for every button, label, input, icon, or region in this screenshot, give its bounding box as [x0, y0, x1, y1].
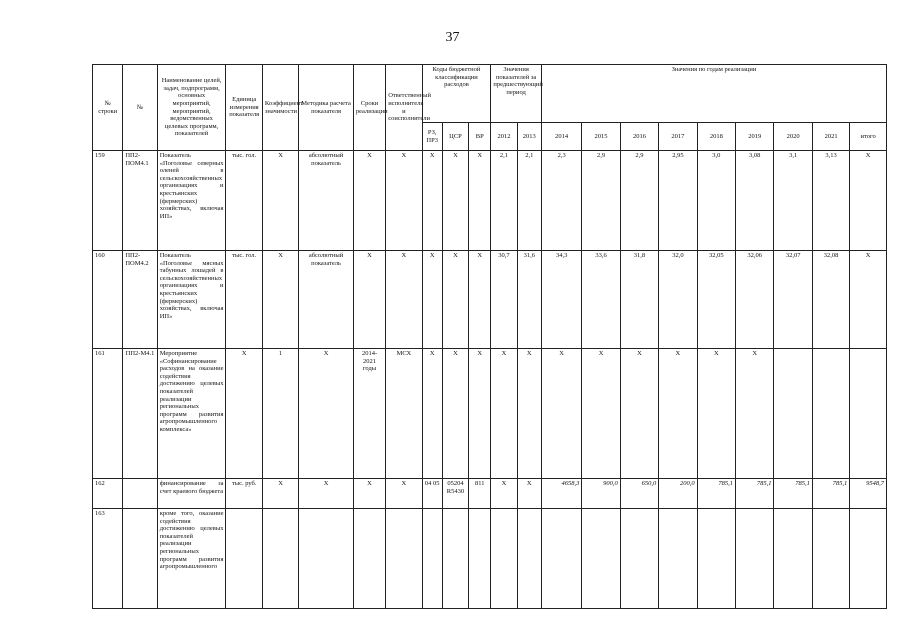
row-code: ПП2-ПОМ4.1 [123, 151, 157, 251]
row-terms [353, 509, 385, 609]
header-prev-values: Значения показателей за предшествующий период [491, 65, 542, 123]
row-csr: Х [442, 349, 468, 479]
row-vr [469, 509, 491, 609]
value-2021 [812, 509, 849, 609]
value-2014: 4658,3 [541, 479, 581, 509]
value-2015: 2,9 [582, 151, 620, 251]
row-coef: Х [262, 479, 298, 509]
value-2013: Х [517, 479, 541, 509]
value-2012 [491, 509, 517, 609]
row-name: кроме того, оказание содействия достижению целевых показателей реализации региональных программ развития агропромышленного [157, 509, 226, 609]
table-row [93, 151, 887, 251]
row-name: финансирование за счет краевого бюджета [157, 479, 226, 509]
row-vr: Х [469, 151, 491, 251]
header-csr: ЦСР [442, 123, 468, 151]
value-2015: 33,6 [582, 251, 620, 349]
row-unit: тыс. гол. [226, 151, 262, 251]
value-2017: Х [659, 349, 697, 479]
header-vr: ВР [469, 123, 491, 151]
value-2012: 2,1 [491, 151, 517, 251]
header-name: Наименование целей, задач, подпрограмм, основных мероприятий, мероприятий, ведомственных целевых программ, показателей [157, 65, 226, 151]
row-responsible: Х [386, 151, 422, 251]
header-year-2012: 2012 [491, 123, 517, 151]
value-2020: 3,1 [774, 151, 812, 251]
value-2021: 3,13 [812, 151, 849, 251]
row-number: 160 [93, 251, 123, 349]
value-2012: 30,7 [491, 251, 517, 349]
header-responsible: Ответственный исполнитель и соисполнители [386, 65, 422, 151]
value-2016 [620, 509, 658, 609]
table-row [93, 509, 887, 609]
value-2017: 200,0 [659, 479, 697, 509]
value-total: 9548,7 [850, 479, 887, 509]
value-2016: 2,9 [620, 151, 658, 251]
row-vr: Х [469, 251, 491, 349]
row-code: ПП2-М4.1 [123, 349, 157, 479]
row-unit [226, 509, 262, 609]
header-year-2016: 2016 [620, 123, 658, 151]
value-2014: 34,3 [541, 251, 581, 349]
row-coef: Х [262, 251, 298, 349]
value-2021: 785,1 [812, 479, 849, 509]
indicators-table [92, 64, 887, 609]
header-year-2019: 2019 [736, 123, 774, 151]
header-terms: Сроки реализации [353, 65, 385, 151]
value-2019 [736, 509, 774, 609]
value-2020 [774, 349, 812, 479]
value-2020: 785,1 [774, 479, 812, 509]
row-terms: 2014-2021 годы [353, 349, 385, 479]
row-csr: Х [442, 251, 468, 349]
header-year-2021: 2021 [812, 123, 849, 151]
row-terms: Х [353, 479, 385, 509]
value-2016: Х [620, 349, 658, 479]
header-year-2015: 2015 [582, 123, 620, 151]
value-2021: 32,08 [812, 251, 849, 349]
value-2017: 32,0 [659, 251, 697, 349]
header-year-values: Значения по годам реализации [541, 65, 886, 123]
value-2016: 650,0 [620, 479, 658, 509]
value-total [850, 509, 887, 609]
value-2018: Х [697, 349, 735, 479]
row-coef [262, 509, 298, 609]
value-2020 [774, 509, 812, 609]
header-row-no: № строки [93, 65, 123, 151]
value-2018: 32,05 [697, 251, 735, 349]
header-num: № [123, 65, 157, 151]
value-2014: Х [541, 349, 581, 479]
table-row [93, 479, 887, 509]
value-2013 [517, 509, 541, 609]
row-vr: 811 [469, 479, 491, 509]
row-number: 163 [93, 509, 123, 609]
row-rz: Х [422, 151, 442, 251]
value-total: Х [850, 151, 887, 251]
row-number: 162 [93, 479, 123, 509]
row-responsible [386, 509, 422, 609]
row-csr: Х [442, 151, 468, 251]
header-total: итого [850, 123, 887, 151]
row-rz: Х [422, 251, 442, 349]
table-row [93, 349, 887, 479]
value-2017 [659, 509, 697, 609]
value-total [850, 349, 887, 479]
header-method: Методика расчета показателя [299, 65, 354, 151]
row-rz: 04 05 [422, 479, 442, 509]
row-responsible: Х [386, 251, 422, 349]
value-2015: 900,0 [582, 479, 620, 509]
value-2021 [812, 349, 849, 479]
header-unit: Единица измерения показателя [226, 65, 262, 151]
header-rz: РЗ, ПР3 [422, 123, 442, 151]
header-year-2020: 2020 [774, 123, 812, 151]
row-code: ПП2-ПОМ4.2 [123, 251, 157, 349]
row-rz: Х [422, 349, 442, 479]
header-year-2014: 2014 [541, 123, 581, 151]
row-code [123, 479, 157, 509]
value-2013: 31,6 [517, 251, 541, 349]
row-unit: Х [226, 349, 262, 479]
value-2017: 2,95 [659, 151, 697, 251]
row-unit: тыс. гол. [226, 251, 262, 349]
value-2019: Х [736, 349, 774, 479]
value-2018 [697, 509, 735, 609]
row-method: абсолютный показатель [299, 251, 354, 349]
value-2016: 31,8 [620, 251, 658, 349]
row-unit: тыс. руб. [226, 479, 262, 509]
value-2019: 3,08 [736, 151, 774, 251]
value-2018: 3,0 [697, 151, 735, 251]
header-year-2017: 2017 [659, 123, 697, 151]
row-code [123, 509, 157, 609]
header-year-2013: 2013 [517, 123, 541, 151]
header-coef: Коэффициент значимости [262, 65, 298, 151]
row-name: Показатель «Поголовье северных оленей в сельскохозяйственных организациях и крестьянских (фермерских) хозяйствах, включая ИП» [157, 151, 226, 251]
row-terms: Х [353, 251, 385, 349]
value-2015 [582, 509, 620, 609]
row-number: 161 [93, 349, 123, 479]
table-row [93, 251, 887, 349]
row-terms: Х [353, 151, 385, 251]
row-responsible: Х [386, 479, 422, 509]
row-coef: Х [262, 151, 298, 251]
value-2013: Х [517, 349, 541, 479]
row-responsible: МСХ [386, 349, 422, 479]
header-budget-codes: Коды бюджетной классификации расходов [422, 65, 491, 123]
header-year-2018: 2018 [697, 123, 735, 151]
value-2014 [541, 509, 581, 609]
value-total: Х [850, 251, 887, 349]
row-method: абсолютный показатель [299, 151, 354, 251]
value-2020: 32,07 [774, 251, 812, 349]
value-2012: Х [491, 479, 517, 509]
value-2018: 785,1 [697, 479, 735, 509]
row-vr: Х [469, 349, 491, 479]
value-2012: Х [491, 349, 517, 479]
row-number: 159 [93, 151, 123, 251]
value-2015: Х [582, 349, 620, 479]
row-name: Мероприятие «Софинансирование расходов на оказание содействия достижению целевых показателей реализации региональных программ развития агропромышленного комплекса» [157, 349, 226, 479]
row-method [299, 509, 354, 609]
row-method: Х [299, 479, 354, 509]
row-name: Показатель «Поголовье мясных табунных лошадей в сельскохозяйственных организациях и крестьянских (фермерских) хозяйствах, включая ИП» [157, 251, 226, 349]
page-number: 37 [445, 30, 460, 45]
value-2019: 785,1 [736, 479, 774, 509]
row-rz [422, 509, 442, 609]
value-2019: 32,06 [736, 251, 774, 349]
value-2014: 2,3 [541, 151, 581, 251]
row-csr [442, 509, 468, 609]
row-coef: 1 [262, 349, 298, 479]
value-2013: 2,1 [517, 151, 541, 251]
row-method: Х [299, 349, 354, 479]
row-csr: 05204 R5430 [442, 479, 468, 509]
